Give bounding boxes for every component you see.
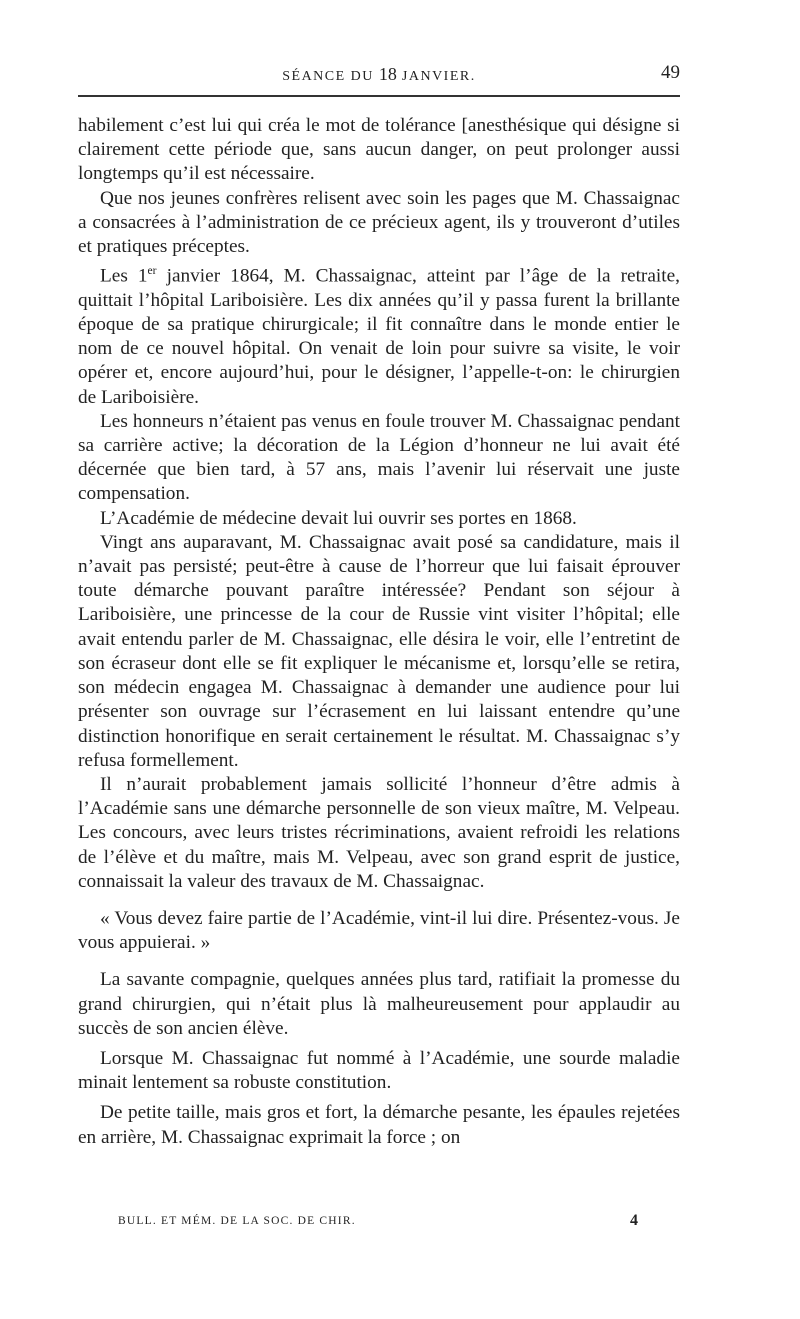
running-title-suffix: JANVIER. [401, 69, 476, 84]
running-title-prefix: SÉANCE DU [282, 69, 374, 84]
running-title [78, 64, 680, 85]
paragraph-9: La savante compagnie, quelques années plus tard, ratifiait la promesse du grand chirurgien, qui n’était plus là malheureusement pour applaudir au succès de son ancien élève. [78, 969, 680, 1039]
ordinal-superscript: er [147, 264, 157, 278]
header-rule [78, 95, 680, 97]
paragraph-11: De petite taille, mais gros et fort, la démarche pesante, les épaules rejetées en arrière, M. Chassaignac exprimait la force ; on [78, 1102, 680, 1148]
paragraph-1: habilement c’est lui qui créa le mot de tolérance [anesthésique qui désigne si clairement cette période que, sans aucun danger, on peut prolonger aussi longtemps qu’il est nécessaire. [78, 115, 680, 185]
footer-signature: 4 [630, 1212, 638, 1229]
body-text [78, 114, 680, 1150]
paragraph-5: L’Académie de médecine devait lui ouvrir ses portes en 1868. [100, 507, 577, 529]
running-title-day: 18 [378, 64, 397, 84]
paragraph-8: « Vous devez faire partie de l’Académie, vint-il lui dire. Présentez-vous. Je vous appuierai. » [78, 907, 680, 954]
paragraph-6: Vingt ans auparavant, M. Chassaignac avait posé sa candidature, mais il n’avait pas persisté; peut-être à cause de l’horreur que lui faisait éprouver toute démarche pouvant paraître intéressée? Pendant son séjour à Lariboisière, une princesse de la cour de Russie vint visiter l’hôpital; elle avait entendu parler de M. Chassaignac, elle désira le voir, elle l’entretint de son écraseur dont elle se fit expliquer le mécanisme et, lorsqu’elle se retira, son médecin engagea M. Chassaignac à demander une audience pour lui présenter son ouvrage sur l’écrasement en lui laissant entendre qu’une distinction honorifique en serait certainement le résultat. M. Chassaignac s’y refusa formellement. [78, 531, 680, 771]
footer-journal: BULL. ET MÉM. DE LA SOC. DE CHIR. [118, 1215, 356, 1227]
paragraph-3: Les 1er janvier 1864, M. Chassaignac, atteint par l’âge de la retraite, quittait l’hôpital Lariboisière. Les dix années qu’il y passa furent la brillante époque de sa pratique chirurgicale; il fit connaître dans le monde entier le nom de ce nouvel hôpital. On venait de loin pour suivre sa visite, le voir opérer et, encore aujourd’hui, pour le désigner, l’appelle-t-on: le chirurgien de Lariboisière. [78, 264, 681, 408]
paragraph-4: Les honneurs n’étaient pas venus en foule trouver M. Chassaignac pendant sa carrière active; la décoration de la Légion d’honneur ne lui avait été décernée que bien tard, à 57 ans, mais l’avenir lui réservait une juste compensation. [78, 410, 680, 505]
page-footer [118, 1212, 638, 1229]
page-number: 49 [661, 62, 680, 83]
paragraph-2: Que nos jeunes confrères relisent avec soin les pages que M. Chassaignac a consacrées à l’administration de ce précieux agent, ils y trouveront d’utiles et pratiques préceptes. [78, 187, 680, 258]
running-head [78, 62, 680, 86]
paragraph-7: Il n’aurait probablement jamais sollicité l’honneur d’être admis à l’Académie sans une démarche personnelle de son vieux maître, M. Velpeau. Les concours, avec leurs tristes récriminations, avaient refroidi les relations de l’élève et du maître, mais M. Velpeau, avec son grand esprit de justice, connaissait la valeur des travaux de M. Chassaignac. [78, 773, 680, 892]
paragraph-10: Lorsque M. Chassaignac fut nommé à l’Académie, une sourde maladie minait lentement sa robuste constitution. [78, 1047, 680, 1094]
